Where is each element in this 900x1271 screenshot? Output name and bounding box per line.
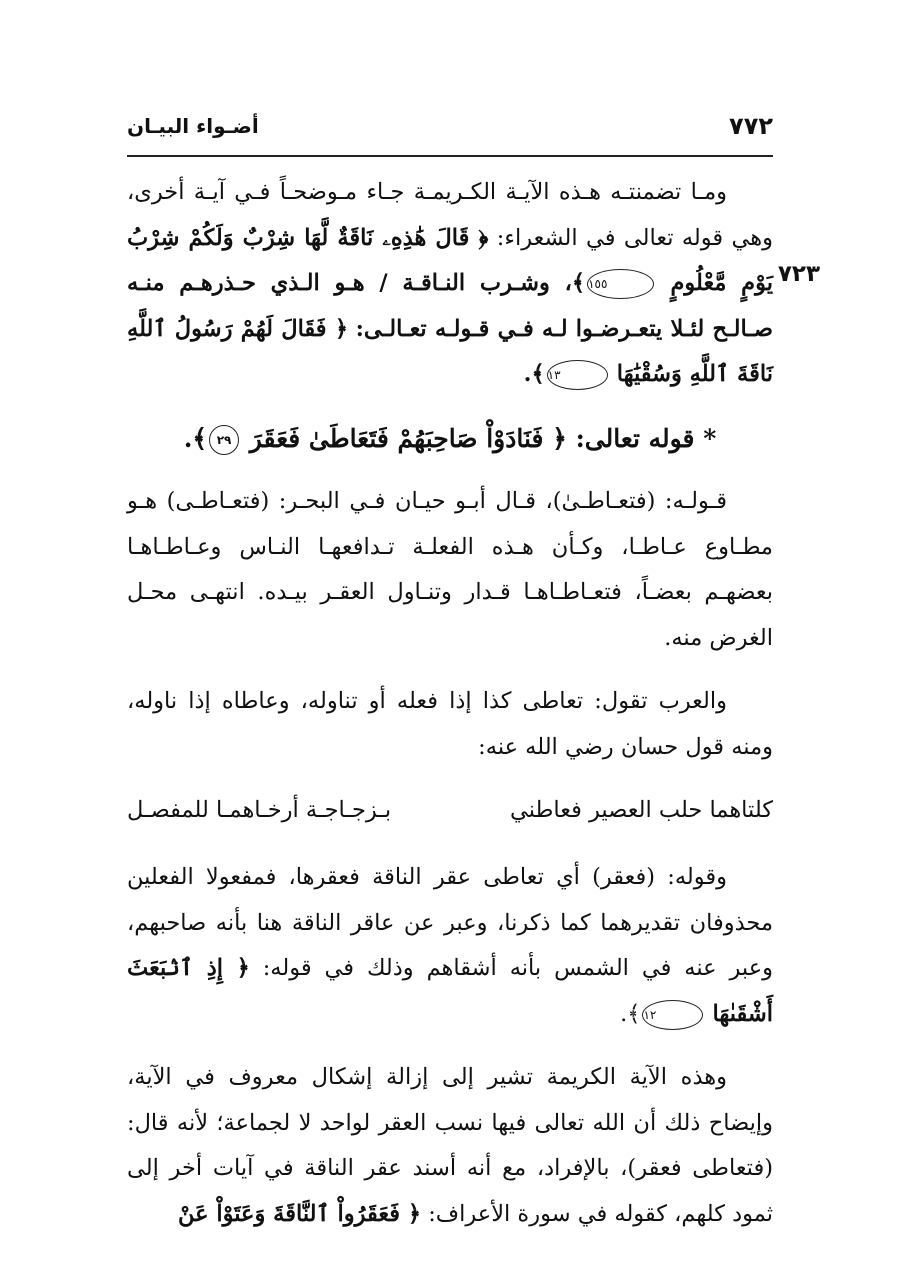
page-number: ٧٧٢ bbox=[729, 112, 773, 140]
paragraph-4-text-b: ﴾. bbox=[620, 1000, 641, 1027]
paragraph-4 bbox=[127, 855, 773, 1037]
verse-heading bbox=[127, 416, 773, 462]
paragraph-1-text-a: ومـا تضمنتـه هـذه الآيـة الكـريمـة جـاء مـوضحـاً فـي آيـة أخرى، وهي قوله تعالى في الشعراء: bbox=[127, 179, 774, 251]
poetry-hemistich-second: بـزجـاجـة أرخـاهمـا للمفصـل bbox=[127, 797, 392, 823]
book-title: أضـواء البيـان bbox=[127, 114, 259, 138]
quran-verse-shams-13: ﴿ فَقَالَ لَهُمْ رَسُولُ ٱللَّهِ نَاقَةَ ٱللَّهِ وَسُقْيَٰهَا bbox=[127, 315, 773, 387]
ayah-number-marker: ٢٩ bbox=[209, 425, 239, 455]
quran-verse-shams-12: ﴿ إِذِ ٱنۢبَعَثَ أَشْقَىٰهَا bbox=[127, 955, 773, 1027]
poetry-verse bbox=[127, 788, 773, 833]
header-divider bbox=[127, 155, 773, 157]
quran-verse-araf: ﴿ فَعَقَرُواْ ٱلنَّاقَةَ وَعَتَوْاْ عَنْ bbox=[177, 1200, 422, 1227]
verse-heading-end: ﴾. bbox=[183, 423, 208, 453]
paragraph-2: قـولـه: (فتعـاطـىٰ)، قـال أبـو حيـان فـي البحـر: (فتعـاطـى) هـو مطـاوع عـاطـا، وكـأن هـذه الفعلـة تـدافعهـا النـاس وعـاطـاهـا بعضهـم بعضـاً، فتعـاطـاهـا قـدار وتنـاول العقـر بيـده. انتهـى محـل الغرض منه. bbox=[127, 488, 773, 651]
paragraph-4-text-a: وقوله: (فعقر) أي تعاطى عقر الناقة فعقرها، فمفعولا الفعلين محذوفان تقديرهما كما ذكرنا، وعبر عن عاقر الناقة هنا بأنه صاحبهم، وعبر عنه في الشمس بأنه أشقاهم وذلك في قوله: bbox=[127, 864, 773, 981]
star-marker: * bbox=[703, 423, 717, 453]
page-body bbox=[127, 170, 773, 1255]
paragraph-1 bbox=[127, 170, 773, 398]
ayah-number-marker: ١٥٥ bbox=[587, 269, 654, 299]
verse-heading-label: قوله تعالى: bbox=[575, 423, 695, 453]
ayah-number-marker: ١٣ bbox=[547, 360, 608, 390]
page-header bbox=[127, 112, 773, 148]
paragraph-1-text-b: ﴾، وشـرب النـاقـة / هـو الـذي حـذرهـم منـه صـالـح لئـلا يتعـرضـوا لـه فـي قـولـه تعـالـى: bbox=[127, 270, 773, 342]
paragraph-5-text: وهذه الآية الكريمة تشير إلى إزالة إشكال معروف في الآية، وإيضاح ذلك أن الله تعالى فيها نسب العقر لواحد لا لجماعة؛ لأنه قال: (فتعاطى فعقر)، بالإفراد، مع أنه أسند عقر الناقة في آيات أخر إلى ثمود كلهم، كقوله في سورة الأعراف: bbox=[127, 1064, 773, 1227]
margin-page-reference: ٧٢٣ bbox=[777, 261, 820, 287]
ayah-number-marker: ١٢ bbox=[642, 1000, 703, 1030]
poetry-hemistich-first: كلتاهما حلب العصير فعاطني bbox=[509, 797, 773, 823]
paragraph-3: والعرب تقول: تعاطى كذا إذا فعله أو تناوله، وعاطاه إذا ناوله، ومنه قول حسان رضي الله عنه: bbox=[127, 688, 773, 760]
paragraph-1-text-c: ﴾. bbox=[523, 361, 545, 387]
quran-verse-qamar-29: ﴿ فَنَادَوْاْ صَاحِبَهُمْ فَتَعَاطَىٰ فَعَقَرَ bbox=[249, 423, 567, 453]
quran-verse-shuara: ﴿ قَالَ هَٰذِهِۦ نَاقَةٌ لَّهَا شِرْبٌ وَلَكُمْ شِرْبُ يَوْمٍ مَّعْلُومٍ bbox=[127, 224, 774, 296]
paragraph-5 bbox=[127, 1055, 773, 1237]
